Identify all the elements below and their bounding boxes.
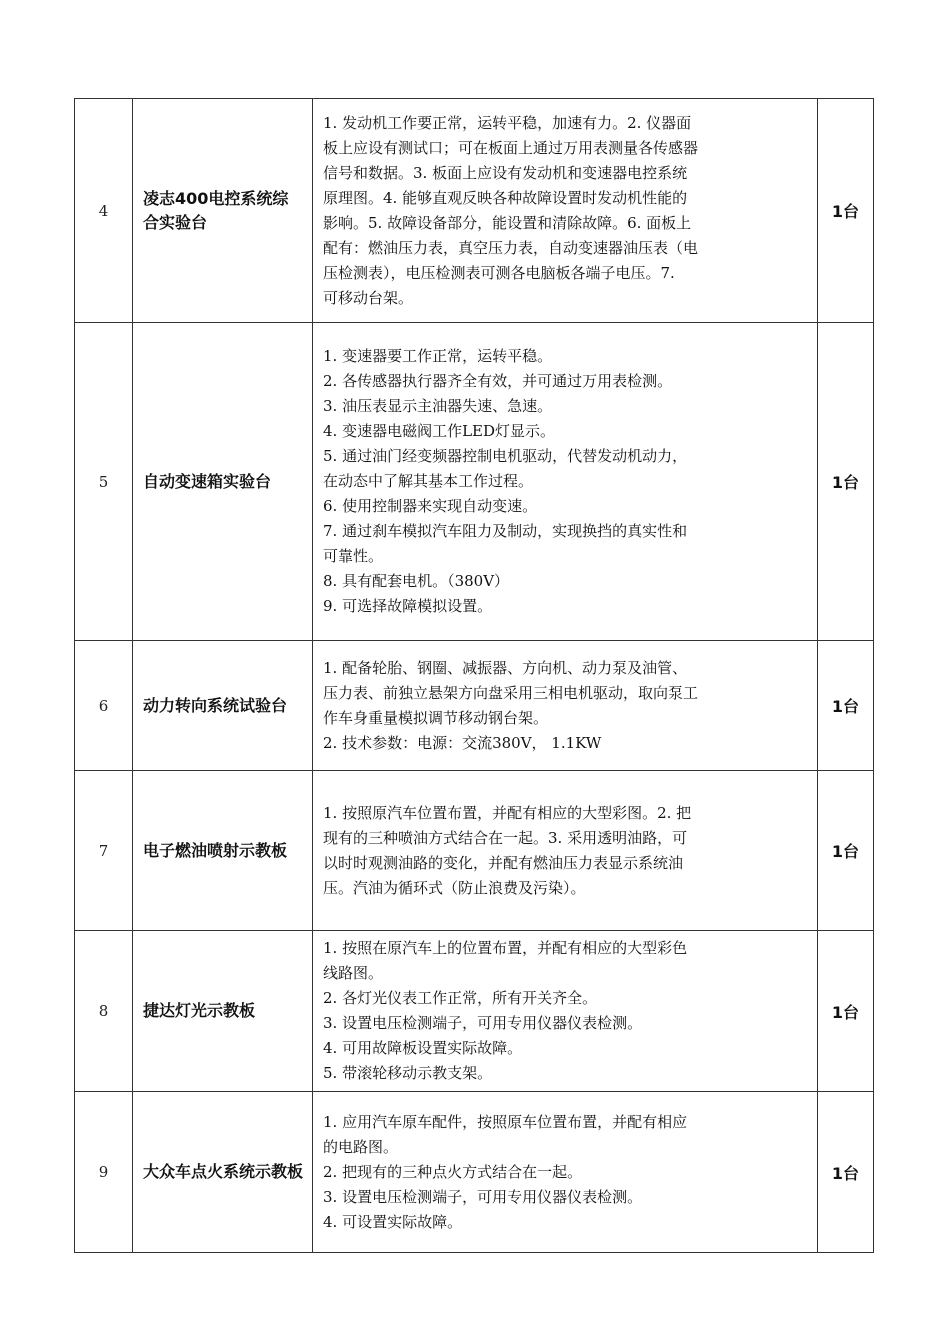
description-line: 5. 通过油门经变频器控制电机驱动，代替发动机动力， [323, 447, 688, 465]
table-row [75, 323, 874, 641]
quantity: 1台 [818, 323, 874, 641]
description-line: 1. 按照在原汽车上的位置布置，并配有相应的大型彩色 [323, 939, 688, 957]
description-line: 现有的三种喷油方式结合在一起。3. 采用透明油路，可 [323, 828, 688, 847]
description-line: 2. 各传感器执行器齐全有效，并可通过万用表检测。 [323, 372, 673, 390]
row-number: 4 [75, 99, 133, 323]
row-number: 5 [75, 323, 133, 641]
equipment-description [313, 323, 818, 641]
description-line: 4. 变速器电磁阀工作LED灯显示。 [323, 422, 556, 440]
equipment-description [313, 771, 818, 931]
description-line: 配有：燃油压力表，真空压力表，自动变速器油压表（电 [323, 238, 699, 257]
equipment-name: 大众车点火系统示教板 [133, 1092, 313, 1253]
description-line: 1. 应用汽车原车配件，按照原车位置布置，并配有相应 [323, 1112, 688, 1131]
table-row [75, 641, 874, 771]
description-line: 4. 可设置实际故障。 [323, 1212, 463, 1231]
description-line: 5. 带滚轮移动示教支架。 [323, 1064, 493, 1082]
table-row [75, 931, 874, 1092]
description-line: 1. 按照原汽车位置布置，并配有相应的大型彩图。2. 把 [323, 803, 692, 822]
equipment-name: 自动变速箱实验台 [133, 323, 313, 641]
description-line: 1. 发动机工作要正常，运转平稳，加速有力。2. 仪器面 [323, 113, 692, 132]
quantity: 1台 [818, 1092, 874, 1253]
row-number: 9 [75, 1092, 133, 1253]
equipment-description [313, 99, 818, 323]
row-number: 6 [75, 641, 133, 771]
description-line: 3. 设置电压检测端子，可用专用仪器仪表检测。 [323, 1014, 643, 1032]
quantity: 1台 [818, 641, 874, 771]
description-line: 信号和数据。3. 板面上应设有发动机和变速器电控系统 [323, 163, 688, 182]
row-number: 8 [75, 931, 133, 1092]
description-line: 1. 配备轮胎、钢圈、减振器、方向机、动力泵及油管、 [323, 658, 688, 677]
description-line: 2. 技术参数：电源：交流380V， 1.1KW [323, 733, 602, 752]
description-line: 压检测表），电压检测表可测各电脑板各端子电压。7. [323, 263, 675, 282]
description-line: 作车身重量模拟调节移动钢台架。 [323, 708, 549, 727]
equipment-spec-table [74, 98, 874, 1253]
description-line: 2. 把现有的三种点火方式结合在一起。 [323, 1162, 583, 1181]
quantity: 1台 [818, 771, 874, 931]
description-line: 2. 各灯光仪表工作正常，所有开关齐全。 [323, 989, 598, 1007]
description-line: 7. 通过刹车模拟汽车阻力及制动，实现换挡的真实性和 [323, 522, 688, 540]
description-line: 以时时观测油路的变化，并配有燃油压力表显示系统油 [323, 853, 684, 872]
table-row [75, 771, 874, 931]
description-line: 1. 变速器要工作正常，运转平稳。 [323, 347, 553, 365]
quantity: 1台 [818, 99, 874, 323]
equipment-name: 电子燃油喷射示教板 [133, 771, 313, 931]
description-line: 8. 具有配套电机。（380V） [323, 572, 510, 590]
description-line: 压力表、前独立悬架方向盘采用三相电机驱动，取向泵工 [323, 683, 699, 702]
description-line: 6. 使用控制器来实现自动变速。 [323, 497, 538, 515]
equipment-name: 捷达灯光示教板 [133, 931, 313, 1092]
description-line: 板上应设有测试口；可在板面上通过万用表测量各传感器 [323, 138, 699, 157]
equipment-description [313, 1092, 818, 1253]
description-line: 压。汽油为循环式（防止浪费及污染）。 [323, 878, 586, 897]
description-line: 线路图。 [323, 964, 384, 982]
description-line: 4. 可用故障板设置实际故障。 [323, 1039, 523, 1057]
description-line: 影响。5. 故障设备部分，能设置和清除故障。6. 面板上 [323, 213, 692, 232]
description-line: 原理图。4. 能够直观反映各种故障设置时发动机性能的 [323, 188, 688, 207]
description-line: 可靠性。 [323, 547, 384, 565]
quantity: 1台 [818, 931, 874, 1092]
description-line: 3. 油压表显示主油器失速、急速。 [323, 397, 553, 415]
table-row [75, 1092, 874, 1253]
table-row [75, 99, 874, 323]
description-line: 的电路图。 [323, 1137, 399, 1156]
equipment-name: 凌志400电控系统综合实验台 [133, 99, 313, 323]
description-line: 9. 可选择故障模拟设置。 [323, 597, 493, 615]
description-line: 在动态中了解其基本工作过程。 [323, 472, 534, 490]
equipment-name: 动力转向系统试验台 [133, 641, 313, 771]
equipment-description [313, 641, 818, 771]
description-line: 3. 设置电压检测端子，可用专用仪器仪表检测。 [323, 1187, 643, 1206]
description-line: 可移动台架。 [323, 288, 414, 307]
equipment-description [313, 931, 818, 1092]
row-number: 7 [75, 771, 133, 931]
